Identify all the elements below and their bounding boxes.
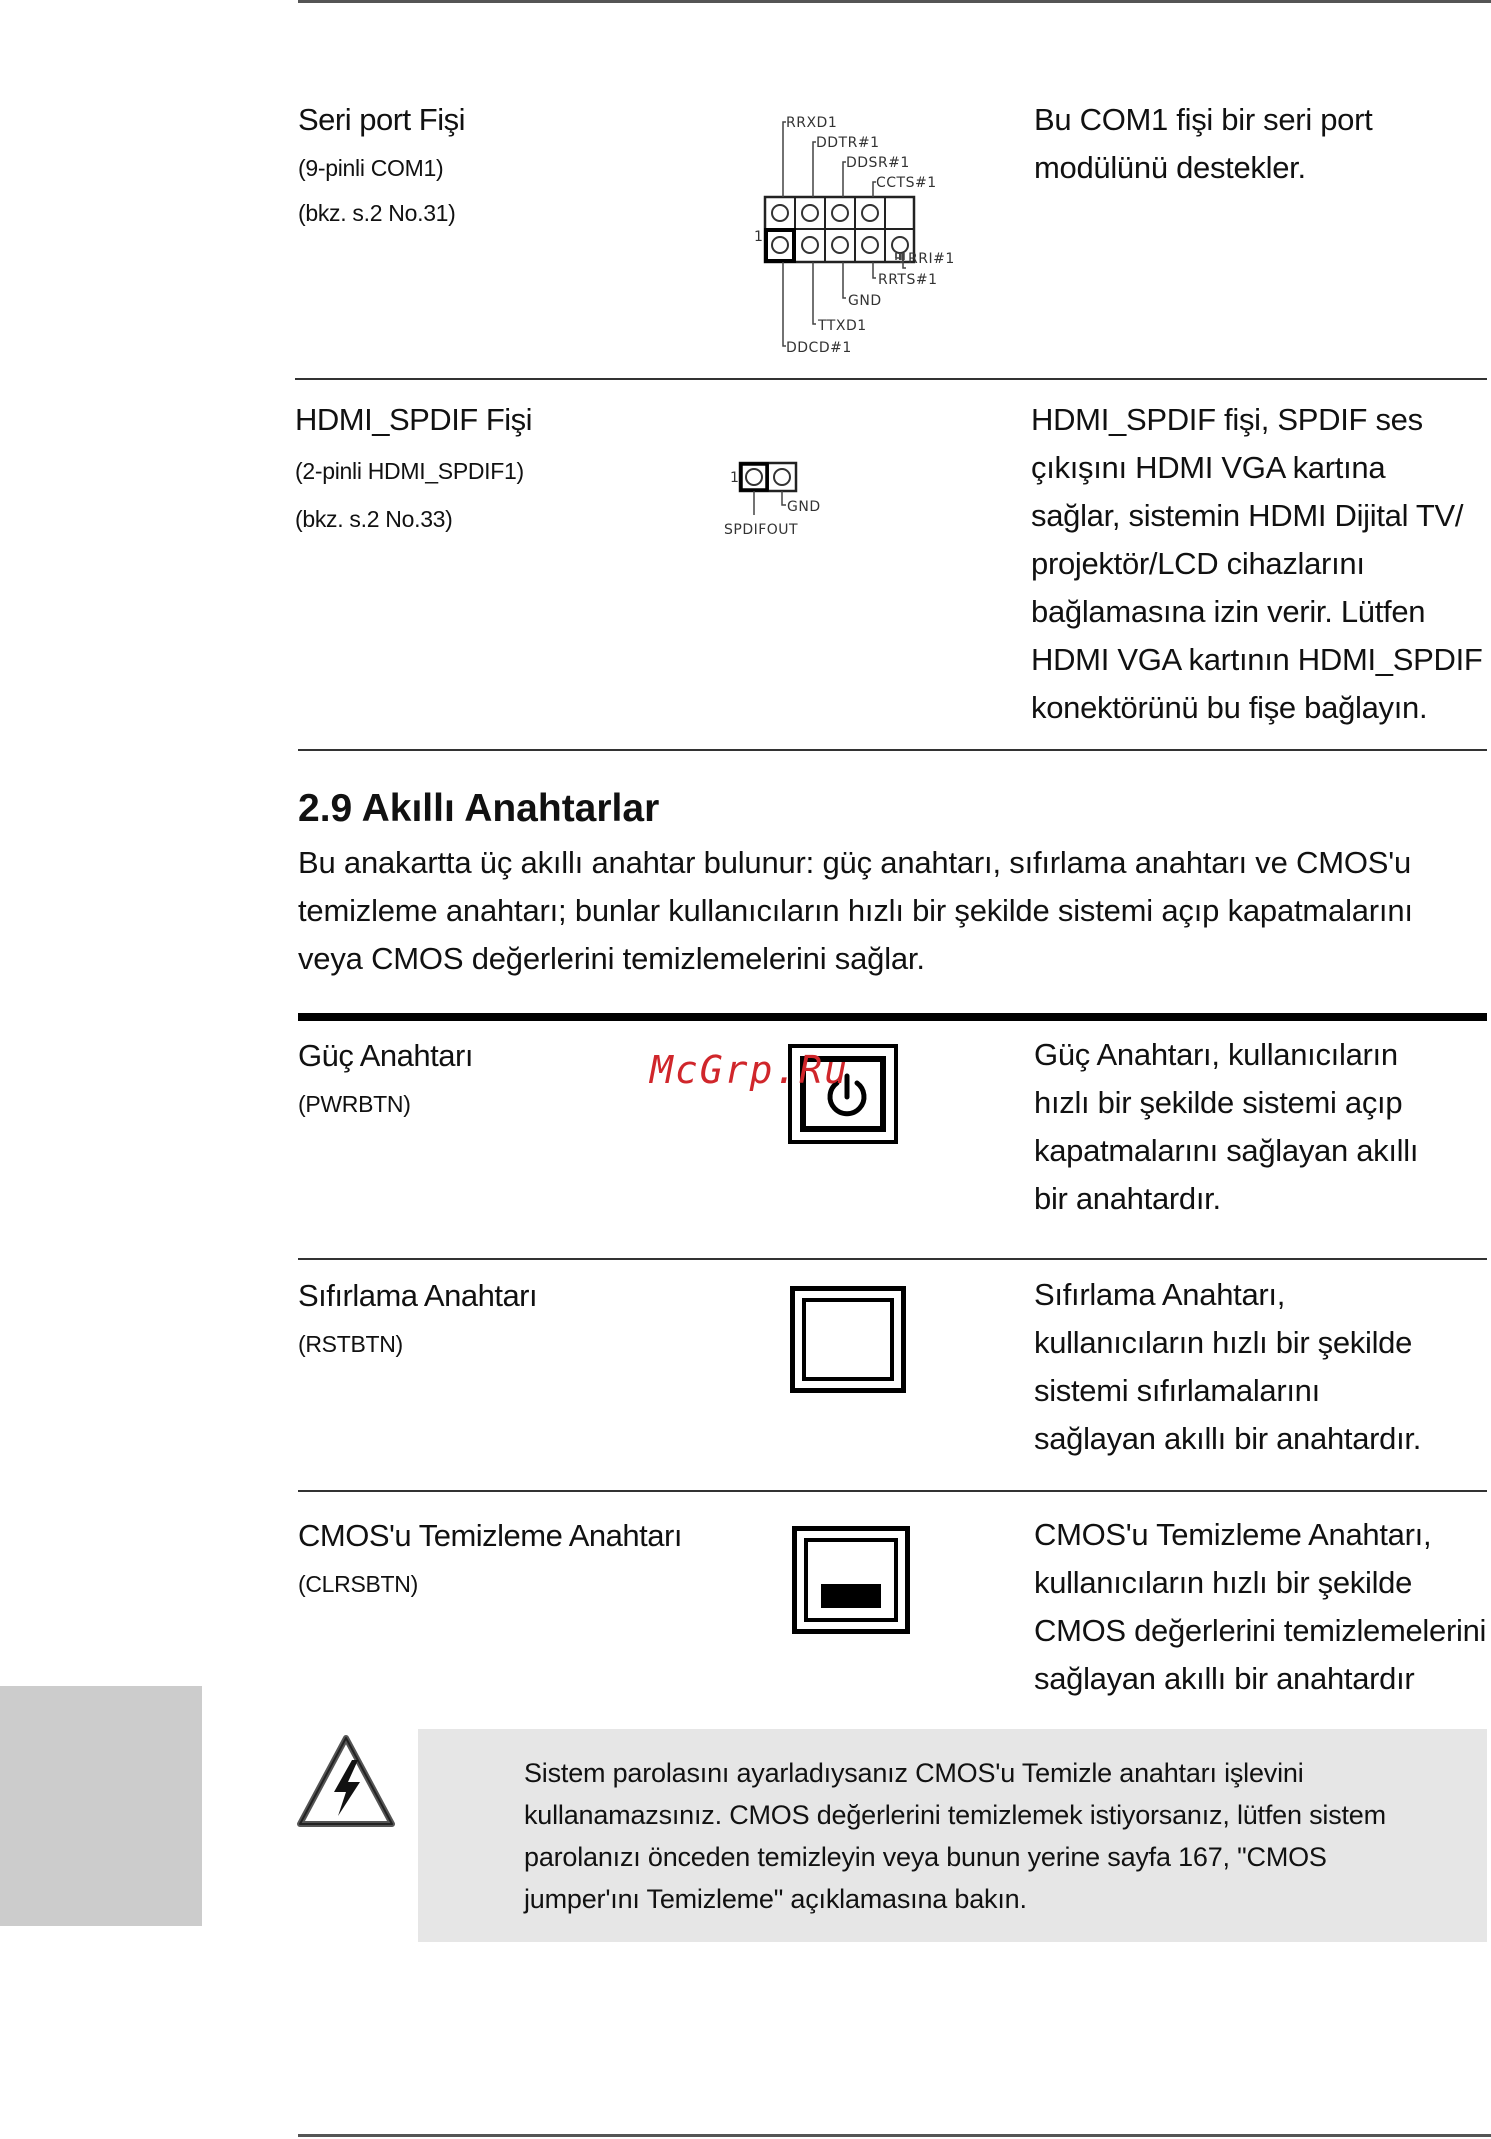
pin-label-rrxd1: RRXD1: [786, 115, 838, 131]
clear-cmos-description: [1034, 1511, 1486, 1703]
clear-desc-line: sağlayan akıllı bir anahtardır: [1034, 1661, 1415, 1696]
power-desc-line: kapatmalarını sağlayan akıllı: [1034, 1133, 1419, 1168]
serial-page-ref: (bkz. s.2 No.31): [298, 200, 456, 226]
power-description: [1034, 1031, 1418, 1223]
section-body-line: Bu anakartta üç akıllı anahtar bulunur: güç anahtarı, sıfırlama anahtarı ve CMOS'u: [298, 845, 1412, 880]
spdif-desc-line: bağlamasına izin verir. Lütfen: [1031, 594, 1426, 629]
divider: [295, 378, 1487, 380]
clear-desc-line: CMOS'u Temizleme Anahtarı,: [1034, 1517, 1432, 1552]
serial-desc-line: Bu COM1 fişi bir seri port: [1034, 102, 1373, 137]
clear-cmos-button-icon: [792, 1526, 910, 1634]
section-body-line: temizleme anahtarı; bunlar kullanıcıların hızlı bir şekilde sistemi açıp kapatmalarını: [298, 893, 1413, 928]
section-body-line: veya CMOS değerlerini temizlemelerini sağlar.: [298, 941, 925, 976]
note-line: jumper'ını Temizleme" açıklamasına bakın.: [524, 1884, 1027, 1914]
pin-label-gnd: GND: [848, 293, 882, 309]
top-rule: [298, 0, 1491, 3]
spdif-description: [1031, 396, 1483, 732]
reset-desc-line: sağlayan akıllı bir anahtardır.: [1034, 1421, 1422, 1456]
reset-switch-title: Sıfırlama Anahtarı: [298, 1278, 538, 1313]
thick-divider: [298, 1013, 1487, 1021]
spdif-pin-out: SPDIFOUT: [724, 522, 799, 538]
serial-pins-count: (9-pinli COM1): [298, 155, 444, 181]
pin-label-ddsr1: DDSR#1: [846, 155, 910, 171]
note-line: Sistem parolasını ayarladıysanız CMOS'u Temizle anahtarı işlevini: [524, 1758, 1304, 1788]
divider: [298, 749, 1487, 751]
section-heading: 2.9 Akıllı Anahtarlar: [298, 787, 660, 830]
pin-label-rrts1: RRTS#1: [878, 272, 938, 288]
note-line: parolanızı önceden temizleyin veya bunun yerine sayfa 167, "CMOS: [524, 1842, 1327, 1872]
power-switch-title: Güç Anahtarı: [298, 1038, 473, 1073]
power-desc-line: bir anahtardır.: [1034, 1181, 1221, 1216]
spdif-page-ref: (bkz. s.2 No.33): [295, 506, 453, 532]
section-body: [298, 839, 1413, 983]
serial-title: Seri port Fişi: [298, 102, 465, 137]
spdif-header-diagram: [720, 455, 830, 545]
spdif-desc-line: çıkışını HDMI VGA kartına: [1031, 450, 1386, 485]
spdif-title: HDMI_SPDIF Fişi: [295, 402, 533, 437]
watermark: McGrp.Ru: [650, 1048, 850, 1092]
pin-label-ddcd1: DDCD#1: [786, 340, 852, 356]
reset-desc-line: sistemi sıfırlamalarını: [1034, 1373, 1320, 1408]
reset-switch-code: (RSTBTN): [298, 1331, 403, 1357]
pin1-marker: 1: [754, 229, 764, 245]
pin-label-ccts1: CCTS#1: [876, 175, 937, 191]
clear-desc-line: kullanıcıların hızlı bir şekilde: [1034, 1565, 1413, 1600]
pin-label-ddtr1: DDTR#1: [816, 135, 880, 151]
serial-description: [1034, 96, 1372, 192]
clear-desc-line: CMOS değerlerini temizlemelerini: [1034, 1613, 1487, 1648]
bottom-rule: [298, 2134, 1491, 2137]
spdif-desc-line: sağlar, sistemin HDMI Dijital TV/: [1031, 498, 1464, 533]
clear-cmos-code: (CLRSBTN): [298, 1571, 418, 1597]
spdif-desc-line: projektör/LCD cihazlarını: [1031, 546, 1365, 581]
pin-label-ttxd1: TTXD1: [818, 318, 867, 334]
divider: [298, 1258, 1487, 1260]
serial-desc-line: modülünü destekler.: [1034, 150, 1306, 185]
spdif-pins-count: (2-pinli HDMI_SPDIF1): [295, 458, 524, 484]
warning-lightning-icon: [296, 1734, 396, 1830]
spdif-desc-line: HDMI_SPDIF fişi, SPDIF ses: [1031, 402, 1423, 437]
divider: [298, 1490, 1487, 1492]
power-switch-code: (PWRBTN): [298, 1091, 411, 1117]
spdif-desc-line: HDMI VGA kartının HDMI_SPDIF: [1031, 642, 1483, 677]
note-box: [418, 1729, 1487, 1942]
note-line: kullanamazsınız. CMOS değerlerini temizlemek istiyorsanız, lütfen sistem: [524, 1800, 1386, 1830]
reset-description: [1034, 1271, 1421, 1463]
spdif-pin-gnd: GND: [787, 499, 821, 515]
spdif-pin1-marker: 1: [730, 470, 740, 486]
reset-button-icon: [790, 1286, 906, 1393]
note-text: [524, 1752, 1386, 1920]
reset-desc-line: kullanıcıların hızlı bir şekilde: [1034, 1325, 1413, 1360]
serial-header-diagram: [750, 110, 970, 360]
power-desc-line: Güç Anahtarı, kullanıcıların: [1034, 1037, 1398, 1072]
side-tab: [0, 1686, 202, 1926]
pin-label-rri1: RRI#1: [908, 251, 955, 267]
clear-cmos-title: CMOS'u Temizleme Anahtarı: [298, 1518, 682, 1553]
spdif-desc-line: konektörünü bu fişe bağlayın.: [1031, 690, 1428, 725]
reset-desc-line: Sıfırlama Anahtarı,: [1034, 1277, 1286, 1312]
power-desc-line: hızlı bir şekilde sistemi açıp: [1034, 1085, 1403, 1120]
